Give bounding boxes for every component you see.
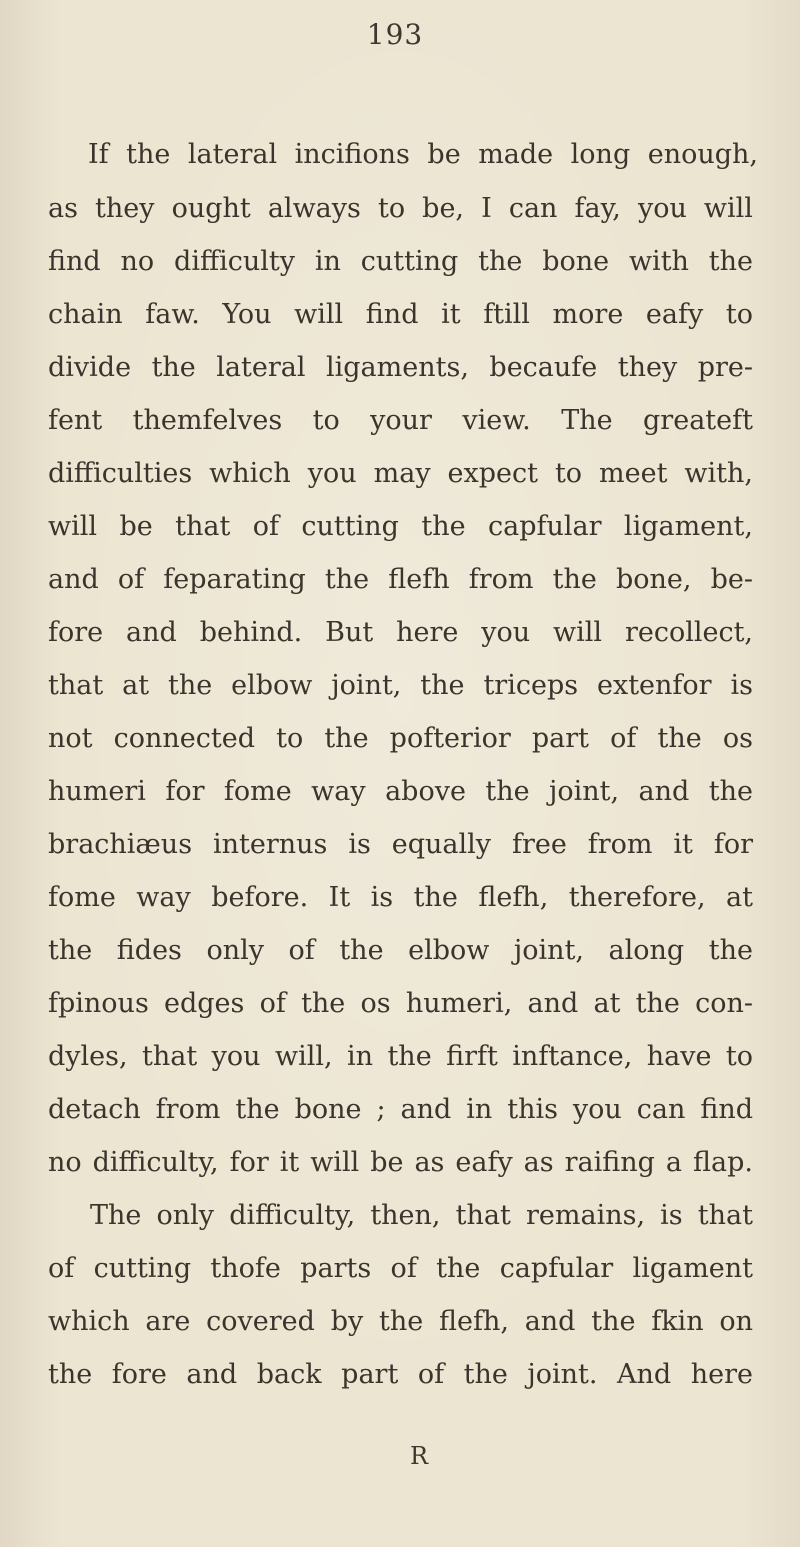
text-line-19: detach from the bone ; and in this you can find xyxy=(48,1094,754,1125)
text-line-4: chain faw. You will find it ftill more eafy to xyxy=(48,299,753,330)
text-line-2: as they ought always to be, I can fay, you will xyxy=(48,193,753,224)
text-line-10: fore and behind. But here you will recollect, xyxy=(48,617,754,648)
text-line-14: brachiæus internus is equally free from it for xyxy=(48,829,753,860)
text-line-22: of cutting thofe parts of the capfular ligament xyxy=(48,1253,754,1284)
text-line-15: fome way before. It is the flefh, therefore, at xyxy=(48,882,753,913)
text-line-8: will be that of cutting the capfular ligament, xyxy=(48,511,753,542)
text-line-13: humeri for fome way above the joint, and the xyxy=(48,776,753,807)
text-line-6: fent themfelves to your view. The greateft xyxy=(48,405,753,436)
text-line-24: the fore and back part of the joint. And here xyxy=(48,1359,753,1390)
text-line-7: difficulties which you may expect to meet with, xyxy=(48,458,753,489)
signature-mark: R xyxy=(410,1442,429,1470)
text-line-3: find no difficulty in cutting the bone with the xyxy=(48,246,754,277)
text-line-12: not connected to the pofterior part of the os xyxy=(48,723,753,754)
text-line-11: that at the elbow joint, the triceps extenfor is xyxy=(48,670,753,701)
text-line-1: If the lateral incifions be made long enough, xyxy=(88,139,759,170)
text-line-17: fpinous edges of the os humeri, and at the con- xyxy=(48,988,753,1019)
text-line-21: The only difficulty, then, that remains, is that xyxy=(90,1200,753,1231)
page-number: 193 xyxy=(366,18,424,51)
text-line-20: no difficulty, for it will be as eafy as raifing a flap. xyxy=(48,1147,753,1178)
text-line-9: and of feparating the flefh from the bone, be- xyxy=(48,564,753,595)
text-line-18: dyles, that you will, in the firft inftance, have to xyxy=(48,1041,754,1072)
text-line-5: divide the lateral ligaments, becaufe they pre- xyxy=(48,352,754,383)
text-line-23: which are covered by the flefh, and the fkin on xyxy=(48,1306,753,1337)
text-line-16: the fides only of the elbow joint, along the xyxy=(48,935,753,966)
